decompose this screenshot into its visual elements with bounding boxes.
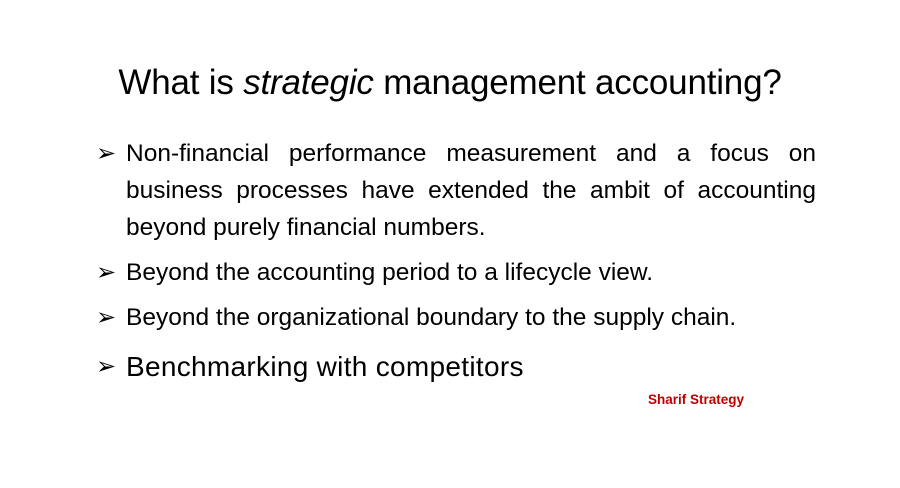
list-item-text: Benchmarking with competitors xyxy=(126,351,524,382)
list-item xyxy=(96,348,816,386)
page-title xyxy=(0,63,900,103)
arrow-bullet-icon: ➢ xyxy=(96,353,117,380)
list-item-text: Beyond the organizational boundary to the supply chain. xyxy=(126,304,737,331)
list-item xyxy=(96,254,816,291)
watermark-label: Sharif Strategy xyxy=(648,392,745,407)
list-item xyxy=(96,135,816,246)
list-item xyxy=(96,299,816,336)
arrow-bullet-icon: ➢ xyxy=(96,259,117,286)
list-item-text: Non-financial performance measurement and a focus on business processes have extended the ambit of accounting beyond purely financial numbers. xyxy=(126,140,816,241)
arrow-bullet-icon: ➢ xyxy=(96,140,117,167)
title-part-after: management accounting? xyxy=(373,63,782,103)
title-part-before: What is xyxy=(118,63,244,103)
bullet-list xyxy=(96,135,816,394)
arrow-bullet-icon: ➢ xyxy=(96,304,117,331)
list-item-text: Beyond the accounting period to a lifecycle view. xyxy=(126,259,654,286)
title-emphasis: strategic xyxy=(243,63,374,103)
